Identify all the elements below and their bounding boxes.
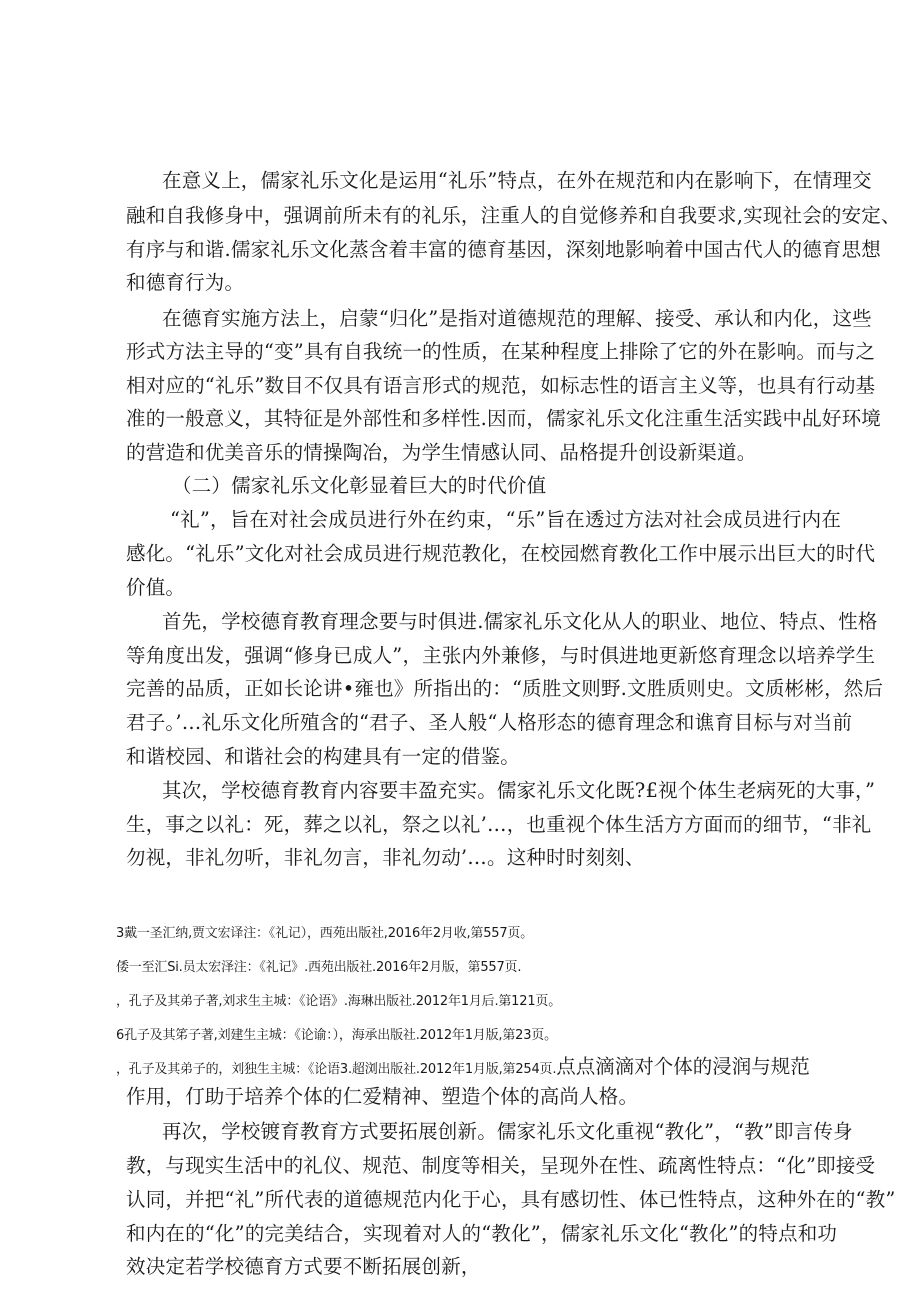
paragraph-line: 认同，并把“礼”所代表的道德规范内化于心，具有感切性、体已性特点，这种外在的“教”: [126, 1188, 896, 1211]
paragraph-line: 价值。: [126, 576, 186, 599]
paragraph-line: 感化。“礼乐”文化对社会成员进行规范教化，在校园燃育教化工作中展示出巨大的时代: [126, 542, 876, 565]
footnote: 6孔子及其笫子著,刘建生主城：《论谕：），海承出版社.2012年1月版,第23页。: [116, 1028, 557, 1043]
paragraph-line: 形式方法主导的“变”具有自我统一的性质，在某种程度上排除了它的外在影响。而与之: [126, 340, 876, 363]
paragraph-line: 和德育行为。: [126, 271, 245, 294]
paragraph-line: 等角度出发，强调“修身已成人”，主张内外兼修，与时俱进地更新悠育理念以培养学生: [126, 644, 876, 667]
paragraph-line: 教，与现实生活中的礼仪、规范、制度等相关，呈现外在性、疏离性特点：“化”即接受: [126, 1154, 876, 1177]
paragraph-line: 在德育实施方法上，启蒙“归化”是指对道德规范的理解、接受、承认和内化，这些: [162, 307, 872, 330]
footnote: 倭一至汇Si.员太宏泽注：《礼记》.西苑出版社.2016年2月版，第557页.: [116, 960, 522, 975]
paragraph-line: 融和自我修身中，强调前所未有的礼乐，注重人的自觉修养和自我要求,实现社会的安定、: [126, 204, 901, 227]
paragraph-line: 勿视，非礼勿听，非礼勿言，非礼勿动’…。这种时时刻刻、: [126, 846, 645, 869]
paragraph-line: 其次，学校德育教育内容要丰盈充实。儒家礼乐文化既?£视个体生老病死的大事，”: [162, 779, 876, 802]
paragraph-line: 在意义上，儒家礼乐文化是运用“礼乐”特点，在外在规范和内在影响下，在情理交: [162, 169, 872, 192]
paragraph-line: 完善的品质，正如长论讲•雍也》所指出的：“质胜文则野.文胜质则史。文质彬彬，然后: [126, 677, 884, 700]
footnote: 3戴一圣汇纳,贾文宏译注：《礼记），西苑出版社,2016年2月收,第557页。: [116, 926, 534, 941]
paragraph-line: 生，事之以礼：死，葬之以礼，祭之以礼’…，也重视个体生活方方面而的细节，“非礼: [126, 813, 872, 836]
paragraph-line: 准的一般意义，其特征是外部性和多样性.因而，儒家礼乐文化注重生活实践中乩好环境: [126, 407, 881, 430]
footnote: ，孔子及其弟子的，刘独生主城：《论语3.超浏出版社.2012年1月版,第254页.: [116, 1062, 557, 1077]
paragraph-line: 有序与和谐.儒家礼乐文化蒸含着丰富的德育基因，深刻地影响着中国古代人的德育思想: [126, 238, 881, 261]
paragraph-line: 和内在的“化”的完美结合，实现着对人的“教化”，儒家礼乐文化“教化”的特点和功: [126, 1222, 838, 1245]
paragraph-line: 君子。’…礼乐文化所殖含的“君子、圣人般“人格形态的德育理念和谯育目标与对当前: [126, 711, 853, 734]
paragraph-line: 的营造和优美音乐的情操陶冶，为学生情感认同、品格提升创设新渠道。: [126, 441, 757, 464]
paragraph-line: 首先，学校德育教育理念要与时俱进.儒家礼乐文化从人的职业、地位、特点、性格: [162, 610, 878, 633]
paragraph-line: 再次，学校镀育教育方式要拓展创新。儒家礼乐文化重视“教化”，“教”即言传身: [162, 1120, 853, 1143]
section-heading: （二）儒家礼乐文化彰显着巨大的时代价值: [172, 474, 547, 497]
paragraph-line: 效决定若学校德育方式要不断拓展创新，: [126, 1255, 481, 1278]
paragraph-line: “礼”，旨在对社会成员进行外在约束，“乐”旨在透过方法对社会成员进行内在: [170, 508, 842, 531]
paragraph-continuation: 点点滴滴对个体的浸润与规范: [556, 1055, 810, 1078]
paragraph-line: 相对应的“礼乐”数目不仅具有语言形式的规范，如标志性的语言主义等，也具有行动基: [126, 374, 876, 397]
footnote-with-continuation: [116, 1057, 810, 1077]
paragraph-line: 作用，仃助于培养个体的仁爱精神、塑造个体的高尚人格。: [126, 1085, 639, 1108]
footnote: ，孔子及其弟子著,刘求生主城：《论语》.海琳出版社.2012年1月后.第121页。: [116, 994, 561, 1009]
paragraph-line: 和谐校园、和谐社会的构建具有一定的借鉴。: [126, 745, 521, 768]
